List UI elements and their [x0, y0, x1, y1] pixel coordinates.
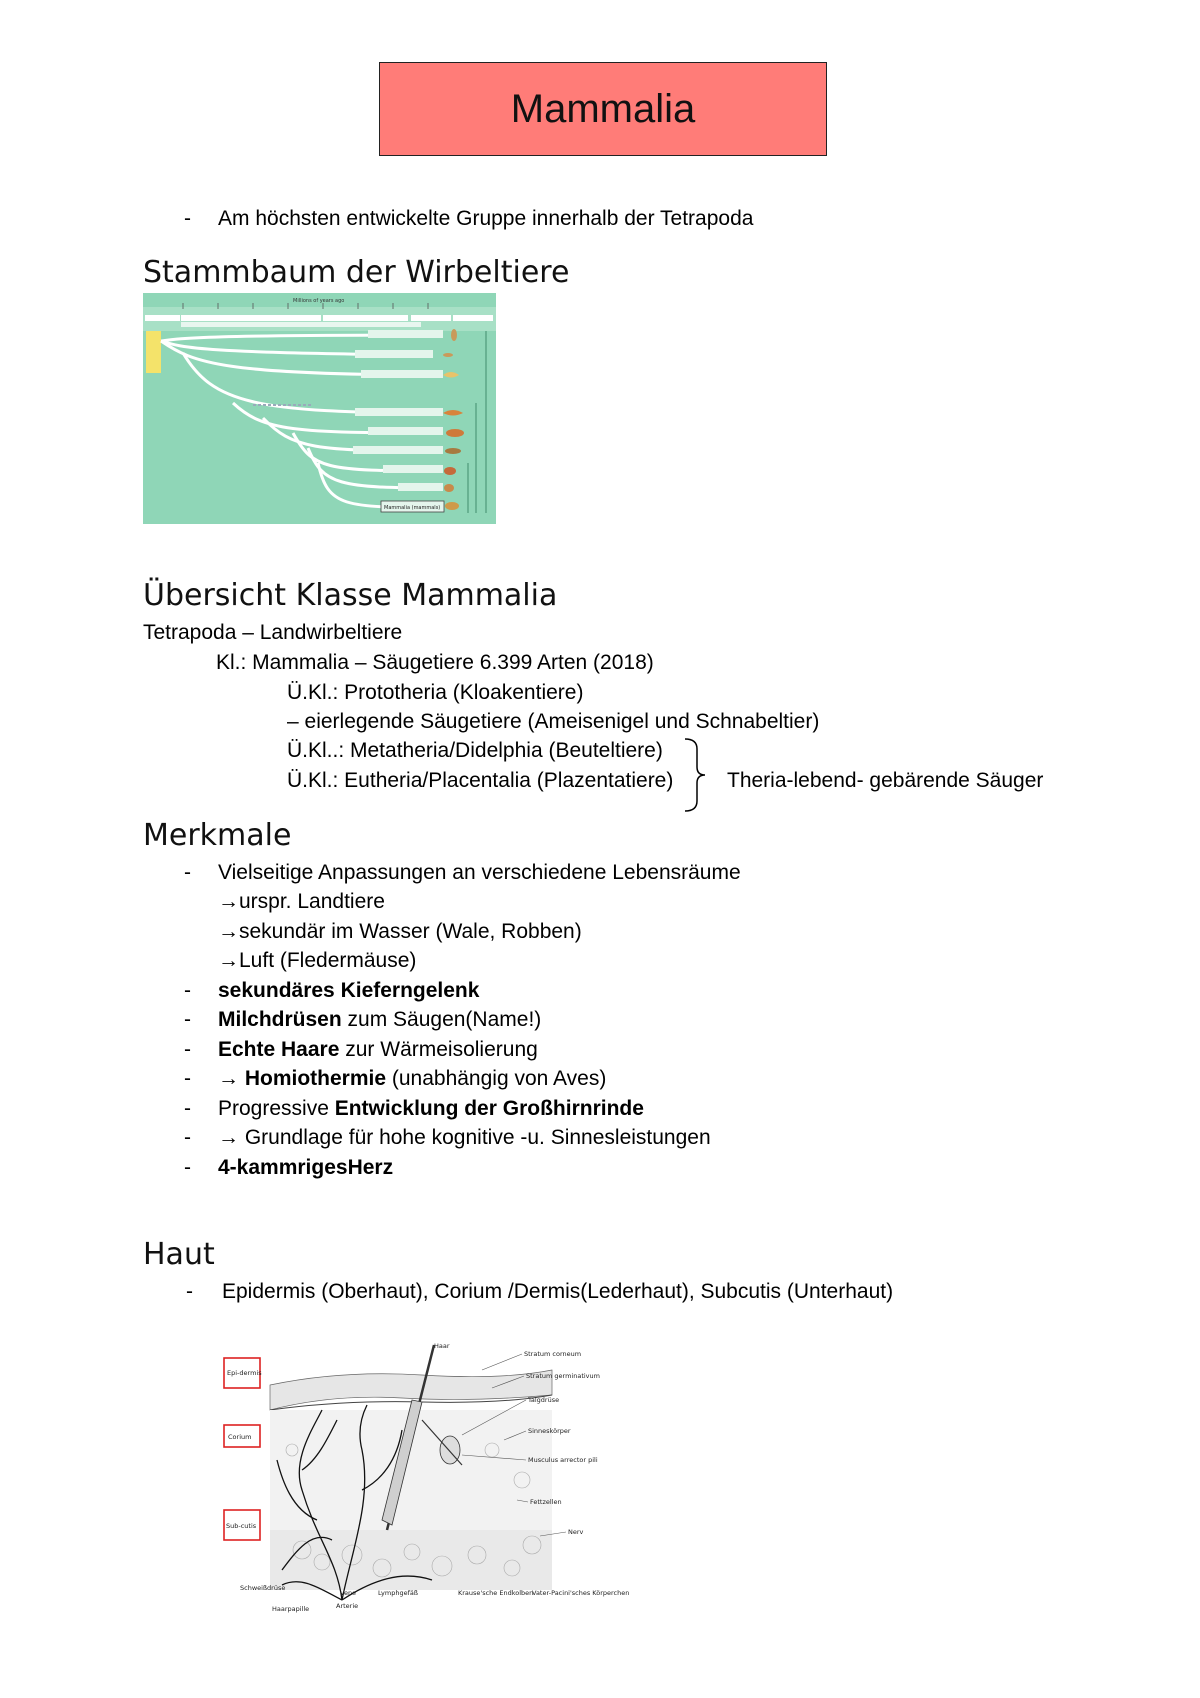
- arrow-icon: →: [218, 920, 239, 943]
- skin-cross-section-figure: [222, 1340, 630, 1616]
- taxonomy-line: Ü.Kl.: Prototheria (Kloakentiere): [287, 681, 584, 704]
- theria-note: Theria-lebend- gebärende Säuger: [727, 769, 1044, 792]
- bullet-dash: -: [184, 861, 191, 884]
- label-stratum-germinativum: Stratum germinativum: [526, 1372, 600, 1380]
- mammalia-label: Mammalia (mammals): [384, 505, 441, 511]
- heading-merkmale: Merkmale: [143, 818, 292, 853]
- label-haar: Haar: [434, 1342, 450, 1350]
- heading-uebersicht: Übersicht Klasse Mammalia: [143, 578, 558, 613]
- label-vater-pacini: Vater-Pacini'sches Körperchen: [532, 1589, 630, 1597]
- feature-bullet: - → Homiothermie (unabhängig von Aves): [184, 1067, 607, 1090]
- vertebrate-phylogeny-figure: [143, 293, 496, 524]
- label-lymphgefaess: Lymphgefäß: [378, 1589, 418, 1597]
- label-epidermis: Epi-dermis: [227, 1369, 262, 1377]
- taxonomy-line: – eierlegende Säugetiere (Ameisenigel und Schnabeltier): [287, 710, 820, 733]
- label-musculus: Musculus arrector pili: [528, 1456, 598, 1464]
- feature-bullet: - sekundäres Kieferngelenk: [184, 979, 480, 1002]
- label-nerv: Nerv: [568, 1528, 584, 1536]
- feature-subitem: →urspr. Landtiere: [218, 890, 385, 913]
- taxonomy-line: Tetrapoda – Landwirbeltiere: [143, 621, 403, 644]
- heading-stammbaum: Stammbaum der Wirbeltiere: [143, 255, 570, 290]
- bullet-dash: -: [184, 207, 191, 230]
- feature-bullet: - Progressive Entwicklung der Großhirnrinde: [184, 1097, 644, 1120]
- theria-brace: [683, 737, 723, 813]
- skin-layers-bullet: - Epidermis (Oberhaut), Corium /Dermis(Lederhaut), Subcutis (Unterhaut): [186, 1280, 894, 1303]
- feature-bullet: - → Grundlage für hohe kognitive -u. Sinnesleistungen: [184, 1126, 711, 1149]
- label-subcutis: Sub-cutis: [226, 1522, 257, 1530]
- taxonomy-line: Ü.Kl..: Metatheria/Didelphia (Beuteltiere): [287, 739, 663, 762]
- intro-bullet: [184, 205, 754, 233]
- label-talgdruese: Talgdrüse: [528, 1396, 560, 1404]
- feature-subitem: →sekundär im Wasser (Wale, Robben): [218, 920, 582, 943]
- heading-haut: Haut: [143, 1237, 215, 1272]
- feature-bullet: - 4-kammrigesHerz: [184, 1156, 394, 1179]
- label-sinneskoerper: Sinneskörper: [528, 1427, 571, 1435]
- label-haarpapille: Haarpapille: [272, 1605, 310, 1613]
- arrow-icon: →: [218, 949, 239, 972]
- label-arterie: Arterie: [336, 1602, 359, 1610]
- feature-bullet: - Vielseitige Anpassungen an verschiedene Lebensräume: [218, 859, 741, 887]
- label-vene: Vene: [340, 1589, 357, 1597]
- page-title: Mammalia: [379, 62, 827, 156]
- label-krause: Krause'sche Endkolben: [458, 1589, 534, 1597]
- feature-subitem: →Luft (Fledermäuse): [218, 949, 417, 972]
- label-stratum-corneum: Stratum corneum: [524, 1350, 582, 1358]
- intro-text: Am höchsten entwickelte Gruppe innerhalb der Tetrapoda: [218, 207, 754, 230]
- taxonomy-line: Ü.Kl.: Eutheria/Placentalia (Plazentatiere): [287, 769, 674, 792]
- arrow-icon: →: [218, 890, 239, 913]
- feature-bullet: - Milchdrüsen zum Säugen(Name!): [184, 1008, 542, 1031]
- label-fettzellen: Fettzellen: [530, 1498, 562, 1506]
- timescale-caption: Millions of years ago: [293, 298, 345, 304]
- label-corium: Corium: [228, 1433, 252, 1441]
- label-schweissdruese: Schweißdrüse: [240, 1584, 286, 1592]
- feature-bullet: - Echte Haare zur Wärmeisolierung: [184, 1038, 538, 1061]
- taxonomy-line: Kl.: Mammalia – Säugetiere 6.399 Arten (2018): [216, 651, 654, 674]
